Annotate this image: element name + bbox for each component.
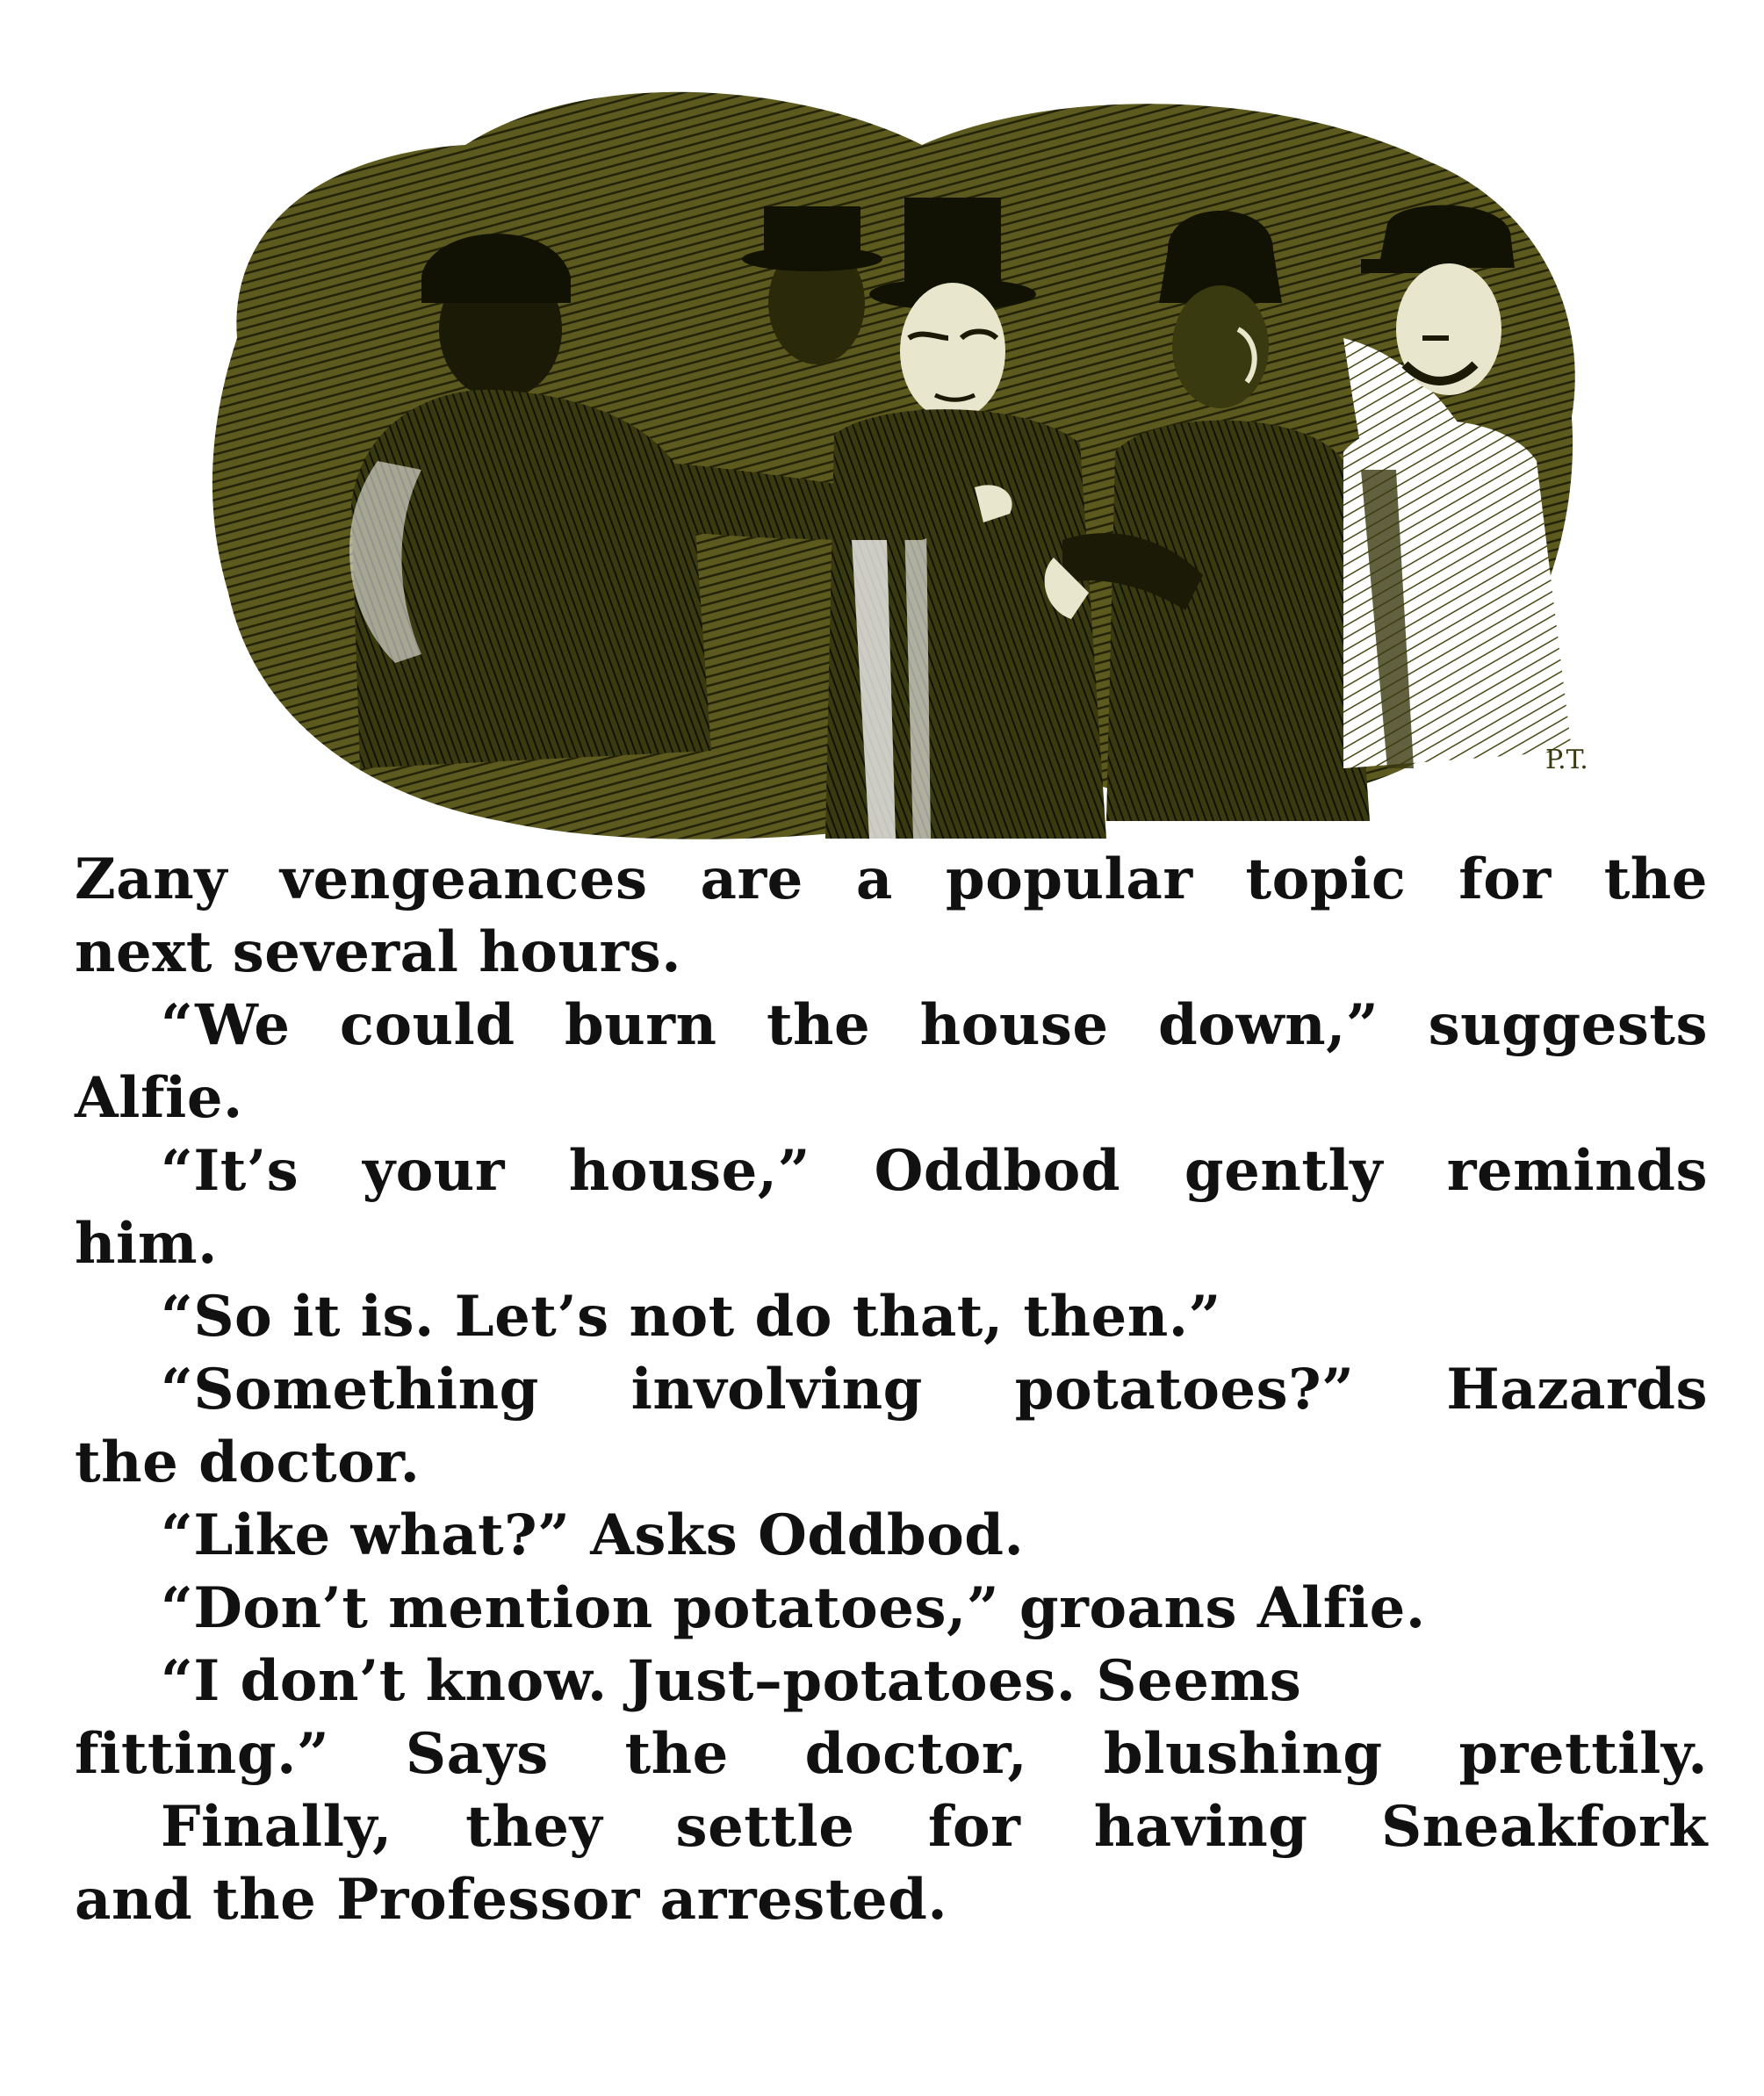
text-line: “Don’t mention potatoes,” groans Alfie.	[161, 1575, 1426, 1641]
text-line: the doctor.	[75, 1430, 421, 1495]
text-line: “We could burn the house down,” suggests	[161, 992, 1708, 1058]
illustration-figures-icon	[132, 48, 1642, 861]
text-line: “It’s your house,” Oddbod gently reminds	[161, 1138, 1708, 1204]
story-illustration	[132, 48, 1642, 861]
text-line: next several hours.	[75, 919, 681, 985]
text-line: “Something involving potatoes?” Hazards	[161, 1357, 1708, 1423]
text-line: “I don’t know. Just–potatoes. Seems	[161, 1648, 1302, 1714]
text-line: “Like what?” Asks Oddbod.	[161, 1502, 1025, 1568]
text-line: and the Professor arrested.	[75, 1867, 948, 1933]
text-line: fitting.” Says the doctor, blushing prettily.	[75, 1721, 1708, 1787]
artist-signature: P.T.	[1545, 745, 1588, 775]
text-line: him.	[75, 1211, 218, 1277]
text-line: Finally, they settle for having Sneakfork	[161, 1794, 1708, 1860]
text-line: Zany vengeances are a popular topic for the	[75, 846, 1708, 912]
story-text-block	[75, 843, 1708, 1936]
text-line: “So it is. Let’s not do that, then.”	[161, 1284, 1221, 1350]
text-line: Alfie.	[75, 1065, 243, 1131]
